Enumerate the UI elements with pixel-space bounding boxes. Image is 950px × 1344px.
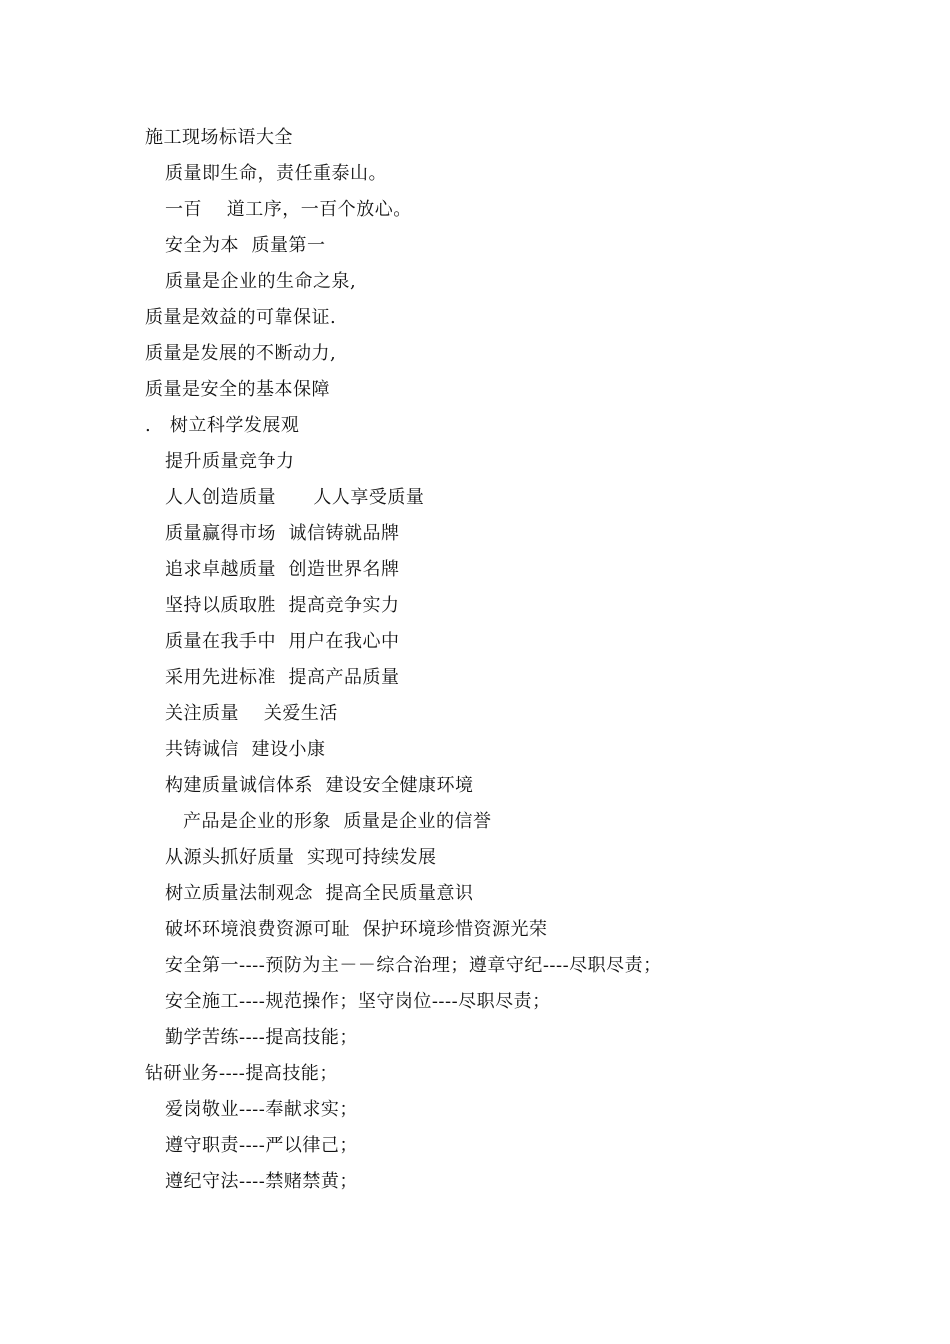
text-line: 树立质量法制观念 提高全民质量意识 (165, 883, 474, 904)
text-line: 质量即生命，责任重泰山。 (165, 163, 387, 184)
text-line: 一百 道工序，一百个放心。 (165, 199, 412, 220)
text-line: 安全第一----预防为主－－综合治理；遵章守纪----尽职尽责； (165, 955, 662, 976)
text-line: 安全为本 质量第一 (165, 235, 326, 256)
text-line: 勤学苦练----提高技能； (165, 1027, 358, 1048)
text-line: 采用先进标准 提高产品质量 (165, 667, 400, 688)
text-line: 质量是发展的不断动力, (145, 343, 337, 364)
text-line: 质量赢得市场 诚信铸就品牌 (165, 523, 400, 544)
text-line: 遵守职责----严以律己； (165, 1135, 358, 1156)
text-line: 产品是企业的形象 质量是企业的信誉 (183, 811, 492, 832)
text-line: 质量是效益的可靠保证. (145, 307, 337, 328)
text-line: 关注质量 关爱生活 (165, 703, 338, 724)
document-title: 施工现场标语大全 (145, 127, 293, 148)
text-line: 追求卓越质量 创造世界名牌 (165, 559, 400, 580)
text-line: 遵纪守法----禁赌禁黄； (165, 1171, 358, 1192)
text-line: . 树立科学发展观 (145, 415, 300, 436)
text-line: 爱岗敬业----奉献求实； (165, 1099, 358, 1120)
text-line: 共铸诚信 建设小康 (165, 739, 326, 760)
text-line: 构建质量诚信体系 建设安全健康环境 (165, 775, 474, 796)
text-line: 坚持以质取胜 提高竞争实力 (165, 595, 400, 616)
text-line: 破坏环境浪费资源可耻 保护环境珍惜资源光荣 (165, 919, 548, 940)
text-line: 人人创造质量 人人享受质量 (165, 487, 425, 508)
text-line: 从源头抓好质量 实现可持续发展 (165, 847, 437, 868)
text-line: 安全施工----规范操作；坚守岗位----尽职尽责； (165, 991, 551, 1012)
text-line: 质量在我手中 用户在我心中 (165, 631, 400, 652)
text-line: 质量是企业的生命之泉, (165, 271, 357, 292)
text-line: 提升质量竞争力 (165, 451, 295, 472)
text-line: 质量是安全的基本保障 (145, 379, 330, 400)
text-line: 钻研业务----提高技能； (145, 1063, 338, 1084)
